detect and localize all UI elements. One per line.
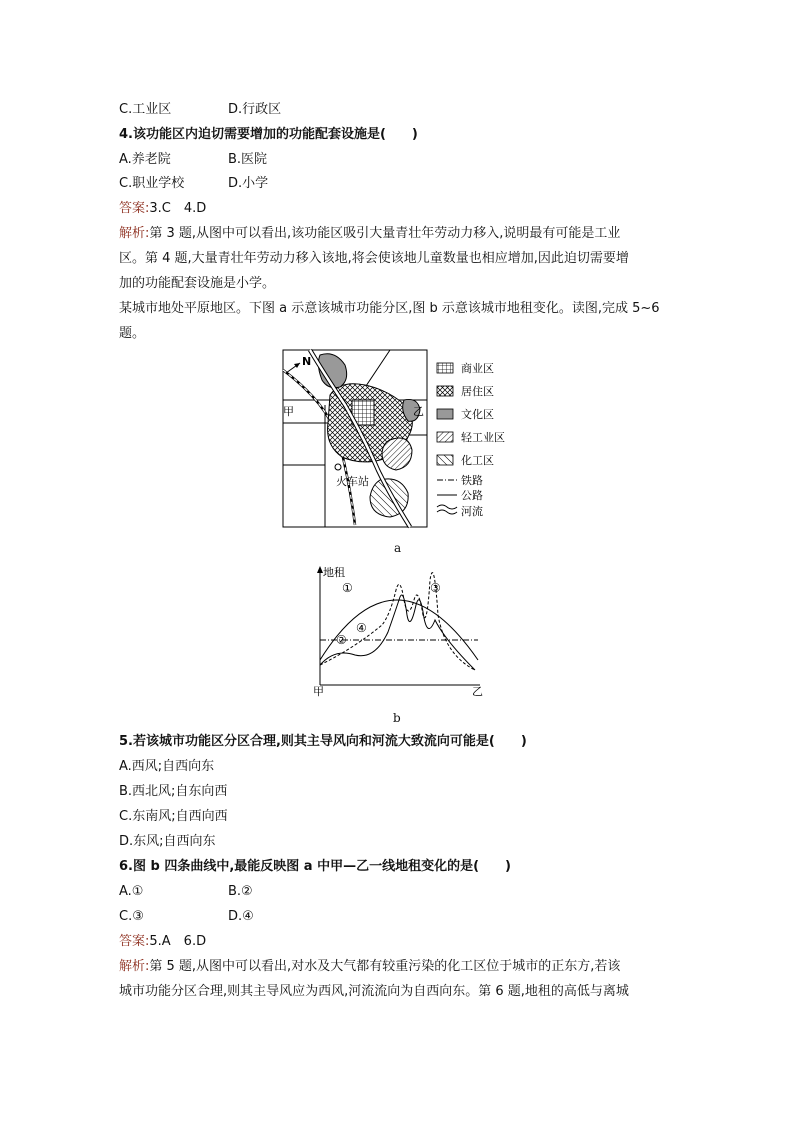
- q4-stem: 4.该功能区内迫切需要增加的功能配套设施是( ): [119, 127, 418, 142]
- y-axis-label: 地租: [323, 566, 345, 579]
- curve-label-2: ②: [336, 633, 347, 647]
- q3-option-d: D.行政区: [228, 102, 282, 117]
- legend-commercial: 商业区: [461, 362, 494, 375]
- answer-label: 答案:: [119, 934, 150, 949]
- station-label: 火车站: [336, 475, 369, 488]
- q6-option-b: B.②: [228, 884, 253, 899]
- q5-option-a: A.西风;自西向东: [119, 759, 215, 774]
- map-label-jia: 甲: [283, 405, 294, 418]
- explanation-3-4-line2: 区。第 4 题,大量青壮年劳动力移入该地,将会使该地儿童数量也相应增加,因此迫切需要增: [119, 251, 629, 266]
- curve-label-4: ④: [356, 621, 367, 635]
- x-axis-start-label: 甲: [313, 685, 324, 698]
- legend-cultural: 文化区: [461, 408, 494, 421]
- curve-label-3: ③: [430, 581, 441, 595]
- answer-text: 5.A 6.D: [149, 934, 207, 949]
- figure-a-legend: [437, 361, 505, 518]
- legend-river: 河流: [461, 505, 483, 518]
- q6-option-c: C.③: [119, 909, 144, 924]
- q5-stem: 5.若该城市功能区分区合理,则其主导风向和河流大致流向可能是( ): [119, 734, 527, 749]
- q6-option-d: D.④: [228, 909, 254, 924]
- answer-5-6: [119, 934, 206, 950]
- q3-option-c: C.工业区: [119, 102, 172, 117]
- legend-residential: 居住区: [461, 385, 494, 398]
- q5-option-b: B.西北风;自东向西: [119, 784, 228, 799]
- figure-a-map: [270, 345, 520, 530]
- map-label-yi: 乙: [413, 405, 424, 418]
- legend-chemical: 化工区: [461, 454, 494, 467]
- q4-option-b: B.医院: [228, 152, 268, 167]
- curve-1: [320, 600, 478, 660]
- q4-option-c: C.职业学校: [119, 176, 185, 191]
- x-axis-end-label: 乙: [472, 685, 483, 698]
- north-label: N: [302, 355, 312, 368]
- explanation-label: 解析:: [119, 959, 150, 974]
- explanation-3-4-line1: [119, 226, 620, 242]
- station-marker-icon: [335, 464, 341, 470]
- explanation-label: 解析:: [119, 226, 150, 241]
- explanation-3-4-line3: 加的功能配套设施是小学。: [119, 276, 276, 291]
- explanation-5-6-line2: 城市功能分区合理,则其主导风应为西风,河流流向为自西向东。第 6 题,地租的高低与离城: [119, 984, 629, 999]
- explanation-text: 第 3 题,从图中可以看出,该功能区吸引大量青壮年劳动力移入,说明最有可能是工业: [149, 226, 621, 241]
- figure-a-caption: a: [394, 541, 402, 555]
- q5-option-c: C.东南风;自西向西: [119, 809, 228, 824]
- q5-option-d: D.东风;自西向东: [119, 834, 216, 849]
- intro-line2: 题。: [119, 326, 146, 341]
- intro-line1: 某城市地处平原地区。下图 a 示意该城市功能分区,图 b 示意该城市地租变化。读图,完成 5~6: [119, 301, 660, 316]
- figure-b-caption: b: [393, 711, 401, 725]
- q6-stem: 6.图 b 四条曲线中,最能反映图 a 中甲—乙一线地租变化的是( ): [119, 859, 511, 874]
- q4-option-a: A.养老院: [119, 152, 171, 167]
- q6-option-a: A.①: [119, 884, 144, 899]
- answer-text: 3.C 4.D: [149, 201, 207, 216]
- answer-3-4: [119, 201, 206, 217]
- answer-label: 答案:: [119, 201, 150, 216]
- explanation-5-6-line1: [119, 959, 620, 975]
- curve-label-1: ①: [342, 581, 353, 595]
- explanation-text: 第 5 题,从图中可以看出,对水及大气都有较重污染的化工区位于城市的正东方,若该: [149, 959, 621, 974]
- legend-light-industry: 轻工业区: [461, 431, 505, 444]
- q4-option-d: D.小学: [228, 176, 269, 191]
- legend-railway: 铁路: [461, 474, 483, 487]
- figure-b-rent-chart: [300, 560, 500, 700]
- legend-road: 公路: [461, 489, 483, 502]
